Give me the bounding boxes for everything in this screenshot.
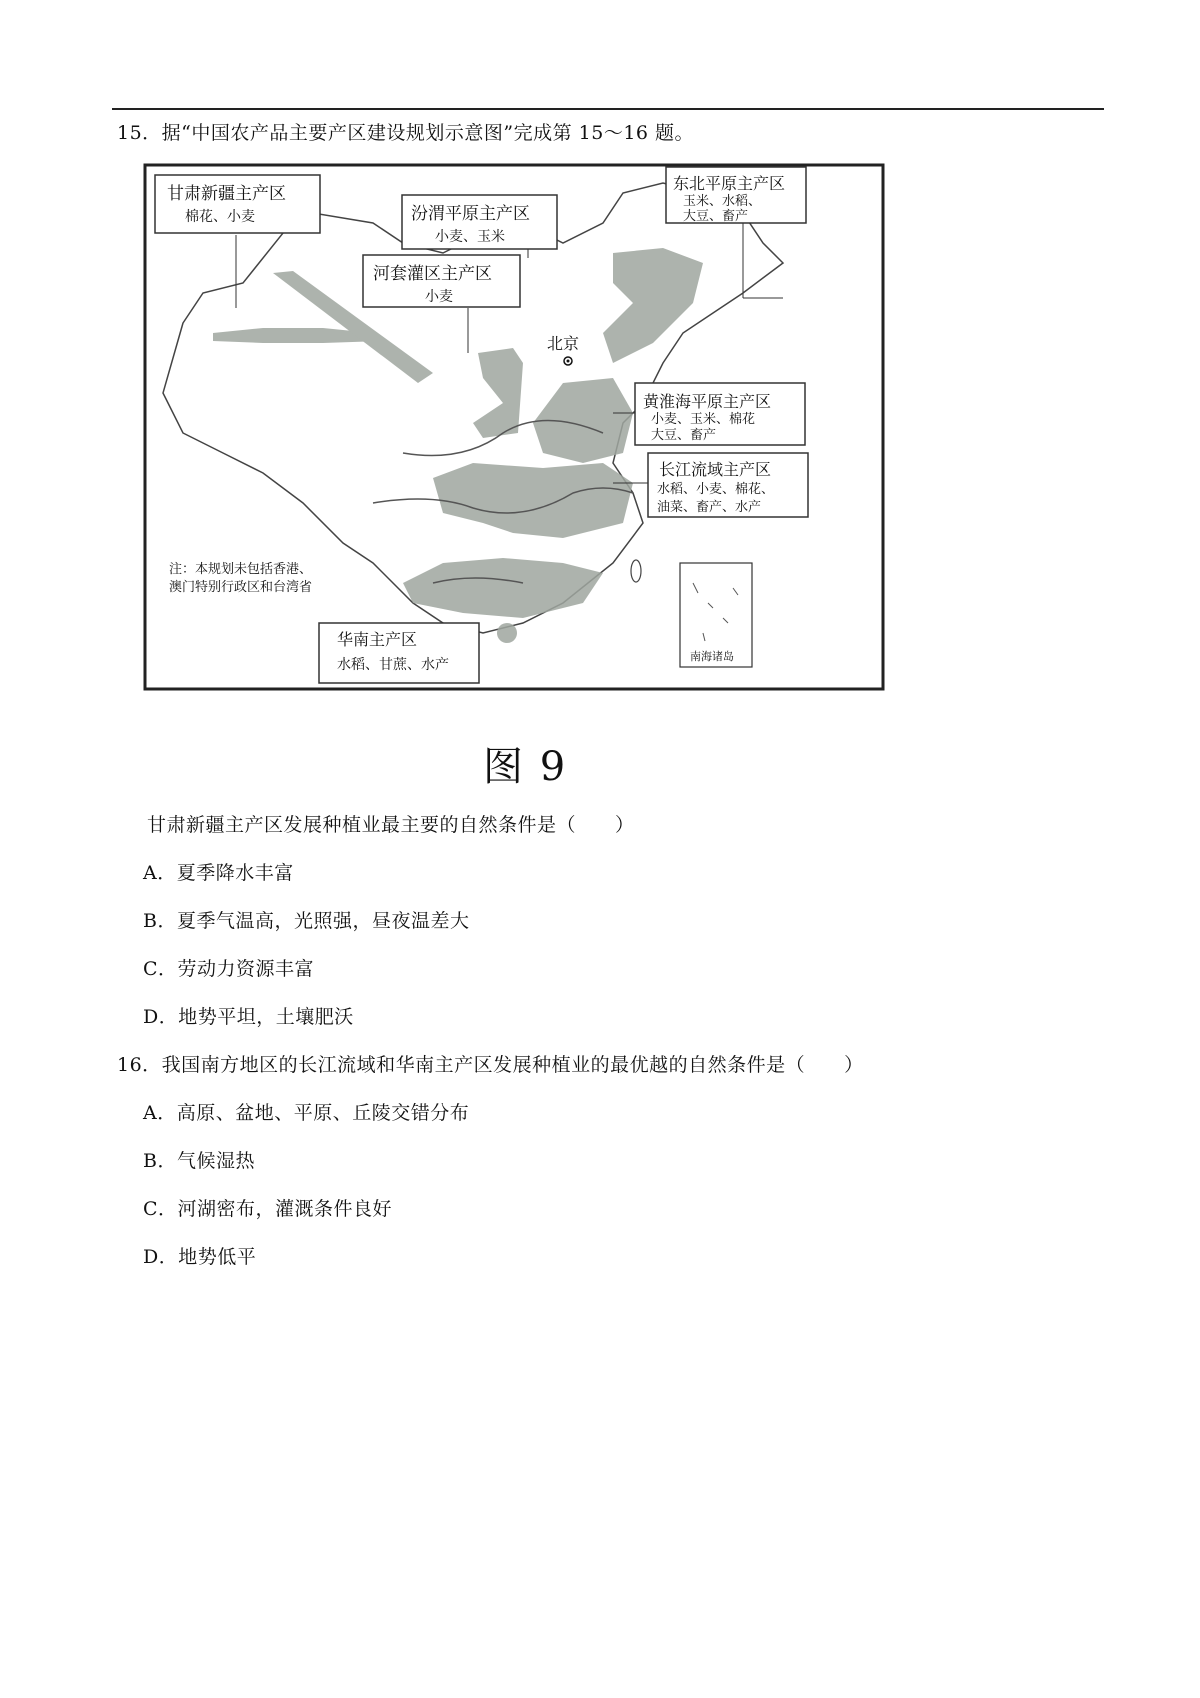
region-products: 棉花、小麦 (185, 209, 255, 225)
map-note-line2: 澳门特别行政区和台湾省 (169, 580, 313, 595)
callout-northeast (666, 167, 806, 224)
question-15-option-a: A．夏季降水丰富 (143, 862, 294, 884)
figure-caption: 图 9 (483, 744, 568, 790)
question-15-option-b: B．夏季气温高，光照强，昼夜温差大 (143, 910, 470, 932)
south-china-sea-inset (680, 563, 752, 667)
region-name: 华南主产区 (337, 630, 418, 649)
region-name: 黄淮海平原主产区 (643, 392, 772, 411)
region-products: 水稻、小麦、棉花、 (657, 482, 775, 497)
question-15-option-c: C．劳动力资源丰富 (143, 958, 315, 980)
header-rule (112, 108, 1104, 110)
region-products: 玉米、水稻、 (683, 194, 762, 209)
question-15-option-d: D．地势平坦，土壤肥沃 (143, 1006, 354, 1028)
region-products: 小麦、玉米、棉花 (651, 412, 756, 427)
region-name: 汾渭平原主产区 (411, 204, 530, 224)
question-16-option-a: A．高原、盆地、平原、丘陵交错分布 (143, 1102, 470, 1124)
region-products: 大豆、畜产 (651, 428, 717, 443)
agricultural-zones-map (143, 163, 885, 790)
region-name: 河套灌区主产区 (373, 264, 492, 284)
callout-huanghuaihai (635, 383, 805, 445)
question-16-option-c: C．河湖密布，灌溉条件良好 (143, 1198, 393, 1220)
question-16-stem: 16．我国南方地区的长江流域和华南主产区发展种植业的最优越的自然条件是（ ） (117, 1054, 864, 1076)
region-name: 长江流域主产区 (659, 460, 772, 479)
map-note-line1: 注：本规划未包括香港、 (169, 562, 313, 577)
inset-label: 南海诸岛 (690, 650, 734, 663)
question-16-option-b: B．气候湿热 (143, 1150, 255, 1172)
callout-hetao (363, 255, 520, 307)
region-products: 小麦 (425, 289, 453, 305)
region-products: 水稻、甘蔗、水产 (337, 657, 449, 673)
question-15-intro: 15．据“中国农产品主要产区建设规划示意图”完成第 15～16 题。 (117, 122, 695, 144)
callout-yangtze (648, 453, 808, 517)
callout-gansu-xinjiang (155, 175, 320, 233)
callout-south (319, 623, 479, 683)
question-15-stem: 甘肃新疆主产区发展种植业最主要的自然条件是（ ） (147, 814, 635, 836)
callout-fenwei (402, 195, 557, 249)
region-name: 东北平原主产区 (673, 174, 786, 193)
question-16-option-d: D．地势低平 (143, 1246, 257, 1268)
region-products: 大豆、畜产 (683, 209, 749, 224)
zone-hainan (497, 623, 517, 643)
region-products: 小麦、玉米 (435, 229, 505, 245)
map-drawing (143, 163, 885, 741)
region-products: 油菜、畜产、水产 (657, 500, 762, 515)
region-name: 甘肃新疆主产区 (167, 184, 286, 204)
beijing-label: 北京 (547, 334, 580, 353)
